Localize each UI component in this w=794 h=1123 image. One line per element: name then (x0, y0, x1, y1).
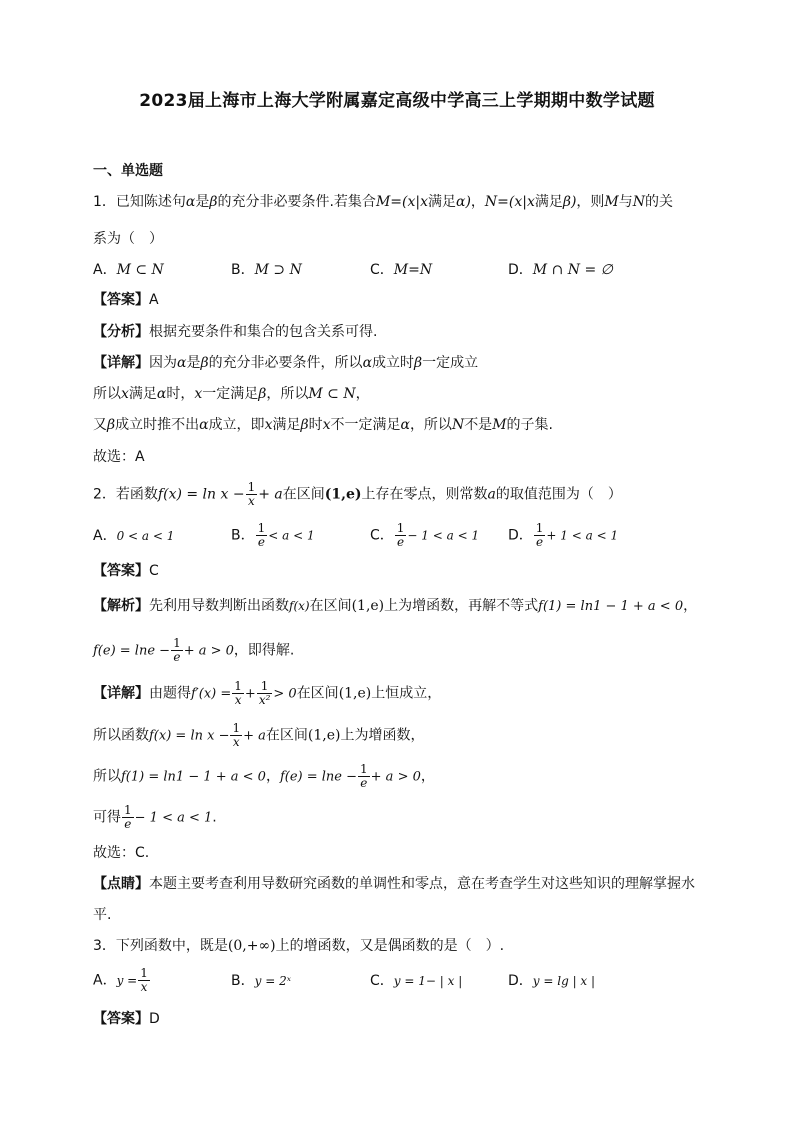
q2-comment-cont: 平. (93, 907, 112, 923)
q3-answer: 【答案】D (93, 1011, 160, 1027)
section-heading: 一、单选题 (93, 163, 163, 179)
q2-stem: 2．若函数f(x) = ln x − $\frac{1}{x}$ + a在区间(1,e)上存在零点，则常数a的取值范围为（ ） (93, 480, 622, 508)
q2-conclusion: 故选：C. (93, 845, 150, 861)
q2-detail-4: 可得 $\frac{1}{e}$ − 1 < a < 1. (93, 803, 217, 831)
q3-options: A．y = $\frac{1}{x}$ B．y = 2ˣ C．y = 1− | x | D．y = lg | x | (93, 966, 596, 994)
q1-options: A．M ⊂ N B．M ⊃ N C．M=N D．M ∩ N = ∅ (93, 262, 613, 278)
q1-analysis: 【分析】根据充要条件和集合的包含关系可得. (93, 324, 378, 340)
q2-detail-1: 【详解】由题得f′(x) = $\frac{1}{x}$ + $\frac{1}{\text{x²}}$ > 0在区间(1,e)上恒成立， (93, 679, 442, 707)
q2-detail-2: 所以函数f(x) = ln x − $\frac{1}{x}$ + a在区间(1,e)上为增函数， (93, 721, 425, 749)
q2-analysis: 【解析】先利用导数判断出函数f(x)在区间(1,e)上为增函数，再解不等式f(1) = ln1 − 1 + a < 0， (93, 598, 698, 614)
q1-answer: 【答案】A (93, 292, 159, 308)
q2-answer: 【答案】C (93, 563, 159, 579)
q2-options: A．0 < a < 1 B． $\frac{1}{e}$ < a < 1 C． $\frac{1}{e}$ − 1 < a < 1 D． $\frac{1}{e}$ + 1 < a < 1 (93, 521, 619, 549)
q2-analysis-cont: f(e) = lne − $\frac{1}{e}$ + a > 0，即得解. (93, 636, 295, 664)
q1-conclusion: 故选：A (93, 449, 145, 465)
q1-detail-2: 所以x满足α时，x一定满足β，所以M ⊂ N， (93, 386, 370, 402)
q1-detail-3: 又β成立时推不出α成立，即x满足β时x不一定满足α，所以N不是M的子集. (93, 417, 553, 433)
q1-stem-cont: 系为（ ） (93, 231, 163, 247)
page-title: 2023届上海市上海大学附属嘉定高级中学高三上学期期中数学试题 (139, 91, 655, 111)
q2-detail-3: 所以f(1) = ln1 − 1 + a < 0，f(e) = lne − $\frac{1}{e}$ + a > 0， (93, 762, 435, 790)
q1-stem: 1．已知陈述句α是β的充分非必要条件.若集合M=(x|x满足α)，N=(x|x满足β)，则M与N的关 (93, 194, 674, 210)
q1-detail-1: 【详解】因为α是β的充分非必要条件，所以α成立时β一定成立 (93, 355, 479, 371)
q3-stem: 3．下列函数中，既是(0,+∞)上的增函数，又是偶函数的是（ ）. (93, 938, 505, 954)
q2-comment: 【点睛】本题主要考查利用导数研究函数的单调性和零点，意在考查学生对这些知识的理解掌握水 (93, 876, 695, 892)
